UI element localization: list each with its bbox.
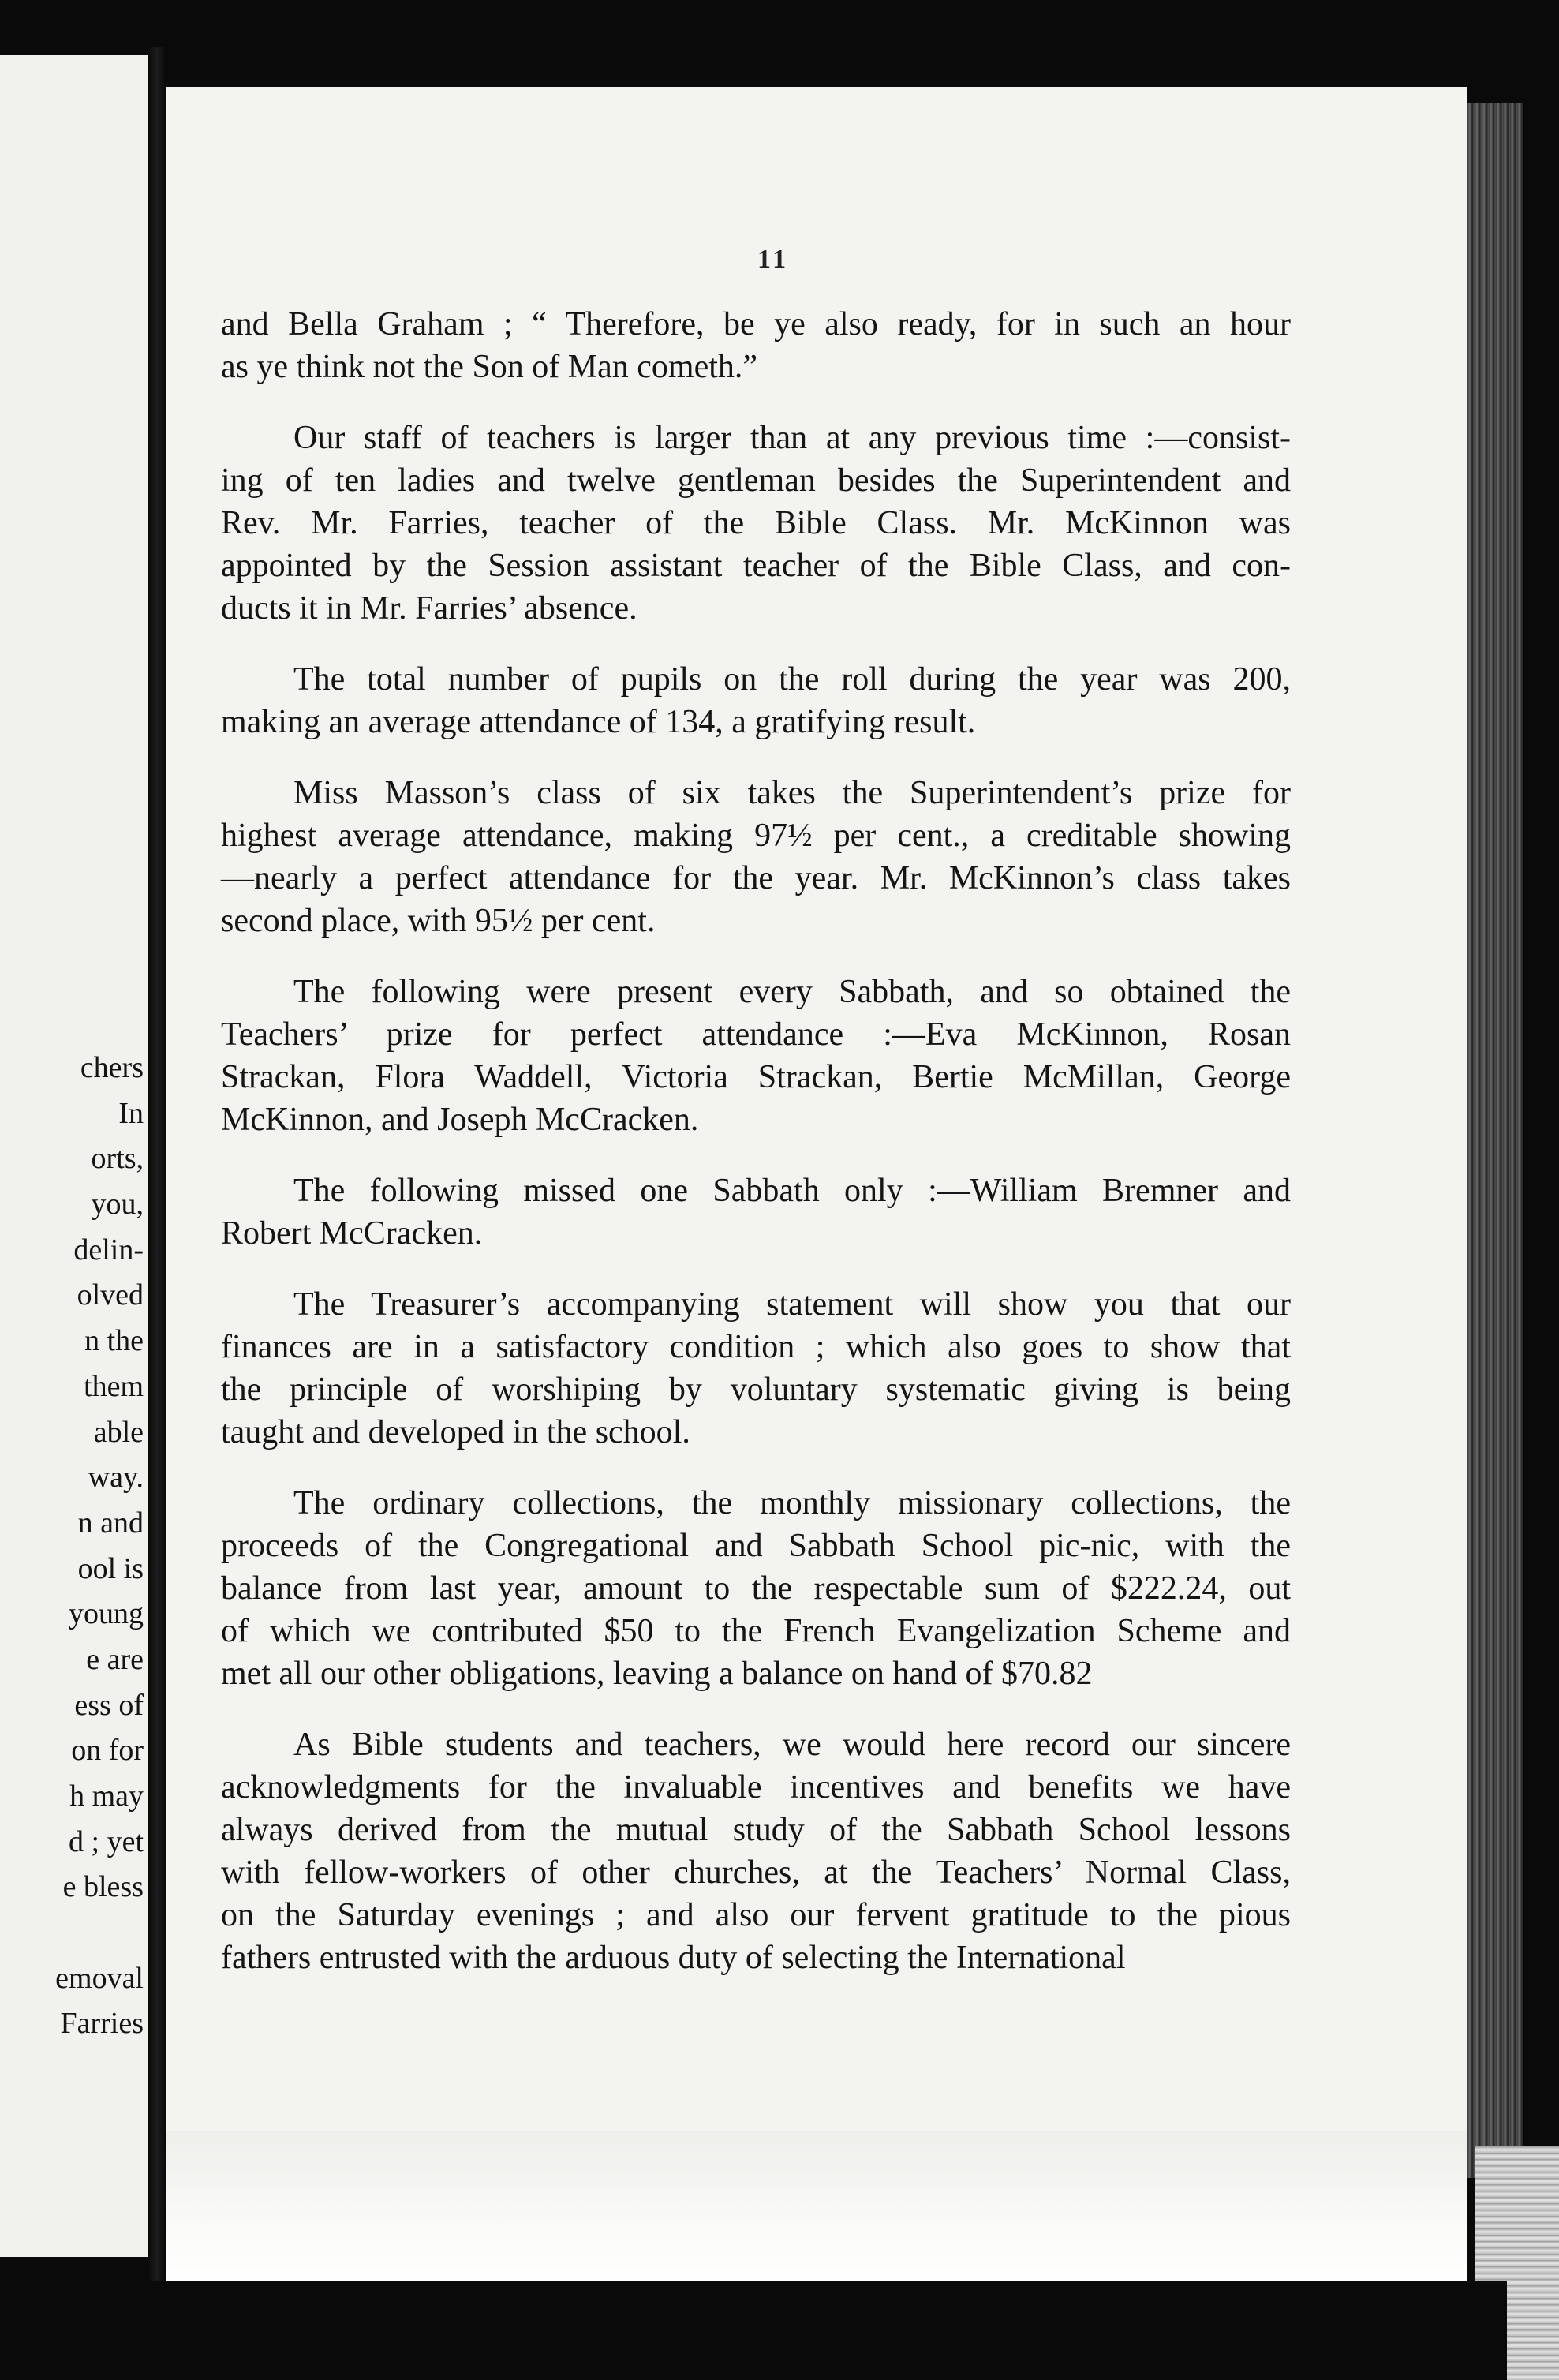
text-line: with fellow-workers of other churches, at the Teachers’ Normal Class, [221, 1854, 1291, 1891]
previous-page-line: h may [69, 1779, 144, 1813]
previous-page-line: n and [77, 1506, 144, 1540]
text-line: Our staff of teachers is larger than at any previous time :—consist- [293, 420, 1291, 456]
previous-page-line: emoval [55, 1961, 144, 1995]
bottom-shadow [166, 2281, 1507, 2380]
text-line: second place, with 95½ per cent. [221, 903, 656, 939]
previous-page-line: young [69, 1597, 144, 1631]
text-line: the principle of worshiping by voluntary systematic giving is being [221, 1371, 1291, 1408]
text-line: The total number of pupils on the roll during the year was 200, [293, 661, 1291, 698]
text-line: fathers entrusted with the arduous duty of selecting the International [221, 1940, 1126, 1976]
paragraph [221, 658, 1291, 743]
text-line: Miss Masson’s class of six takes the Superintendent’s prize for [293, 775, 1291, 811]
paragraph [221, 417, 1291, 630]
text-line: As Bible students and teachers, we would here record our sincere [293, 1727, 1291, 1763]
text-line: McKinnon, and Joseph McCracken. [221, 1102, 699, 1138]
previous-page-line: n the [84, 1324, 144, 1358]
previous-page-line: In [118, 1096, 144, 1130]
text-line: —nearly a perfect attendance for the year. Mr. McKinnon’s class takes [221, 860, 1291, 896]
previous-page-line [2, 1910, 144, 1956]
text-line: The Treasurer’s accompanying statement will show you that our [293, 1286, 1291, 1323]
paragraph [221, 971, 1291, 1141]
text-line: The ordinary collections, the monthly missionary collections, the [293, 1485, 1291, 1521]
text-line: acknowledgments for the invaluable incentives and benefits we have [221, 1769, 1291, 1806]
previous-page-line: Farries [60, 2007, 144, 2041]
text-line: making an average attendance of 134, a gratifying result. [221, 704, 976, 740]
previous-page-line: on for [71, 1734, 144, 1768]
paragraph [221, 772, 1291, 942]
text-line: ing of ten ladies and twelve gentleman besides the Superintendent and [221, 462, 1291, 499]
previous-page-line: ess of [74, 1688, 144, 1722]
text-line: Strackan, Flora Waddell, Victoria Strackan, Bertie McMillan, George [221, 1059, 1291, 1095]
previous-page-line: orts, [91, 1142, 144, 1176]
text-line: balance from last year, amount to the respectable sum of $222.24, out [221, 1570, 1291, 1607]
paragraph [221, 1723, 1291, 1979]
page-edges [1467, 103, 1523, 2178]
previous-page-line: delin- [73, 1233, 144, 1267]
page-bottom-margin [166, 2131, 1467, 2288]
previous-page-line: them [84, 1369, 144, 1403]
text-line: proceeds of the Congregational and Sabbath School pic-nic, with the [221, 1528, 1291, 1564]
paragraph [221, 1283, 1291, 1454]
text-line: Teachers’ prize for perfect attendance :—Eva McKinnon, Rosan [221, 1016, 1291, 1053]
text-line: taught and developed in the school. [221, 1414, 690, 1450]
previous-page-line: e are [86, 1642, 144, 1676]
paragraph [221, 1482, 1291, 1695]
text-line: of which we contributed $50 to the French Evangelization Scheme and [221, 1613, 1291, 1649]
text-line: on the Saturday evenings ; and also our fervent gratitude to the pious [221, 1897, 1291, 1933]
previous-page-line: able [93, 1415, 144, 1449]
text-line: The following were present every Sabbath, and so obtained the [293, 974, 1291, 1010]
text-line: ducts it in Mr. Farries’ absence. [221, 590, 637, 627]
text-line: finances are in a satisfactory condition ; which also goes to show that [221, 1329, 1291, 1365]
previous-page-line: ool is [77, 1551, 144, 1585]
text-line: met all our other obligations, leaving a balance on hand of $70.82 [221, 1656, 1093, 1692]
previous-page-line: e bless [62, 1870, 144, 1904]
previous-page-text [2, 1046, 144, 2047]
text-line: highest average attendance, making 97½ per cent., a creditable showing [221, 818, 1291, 854]
text-line: The following missed one Sabbath only :—William Bremner and [293, 1173, 1291, 1209]
text-line: Robert McCracken. [221, 1215, 483, 1252]
previous-page-line: way. [88, 1461, 144, 1495]
previous-page-line: chers [80, 1051, 144, 1084]
text-line: appointed by the Session assistant teacher of the Bible Class, and con- [221, 548, 1291, 584]
book-gutter [148, 47, 166, 2281]
previous-page-line: olved [77, 1278, 144, 1312]
text-line: and Bella Graham ; “ Therefore, be ye also ready, for in such an hour [221, 306, 1291, 342]
previous-page [0, 55, 148, 2257]
page-number: 11 [757, 245, 790, 274]
text-line: as ye think not the Son of Man cometh.” [221, 349, 758, 385]
text-line: always derived from the mutual study of the Sabbath School lessons [221, 1812, 1291, 1848]
text-line: Rev. Mr. Farries, teacher of the Bible Class. Mr. McKinnon was [221, 505, 1291, 541]
paragraph [221, 1169, 1291, 1255]
page-body [221, 303, 1291, 2008]
previous-page-line: d ; yet [69, 1824, 144, 1858]
paragraph [221, 303, 1291, 388]
previous-page-line: you, [91, 1188, 144, 1222]
